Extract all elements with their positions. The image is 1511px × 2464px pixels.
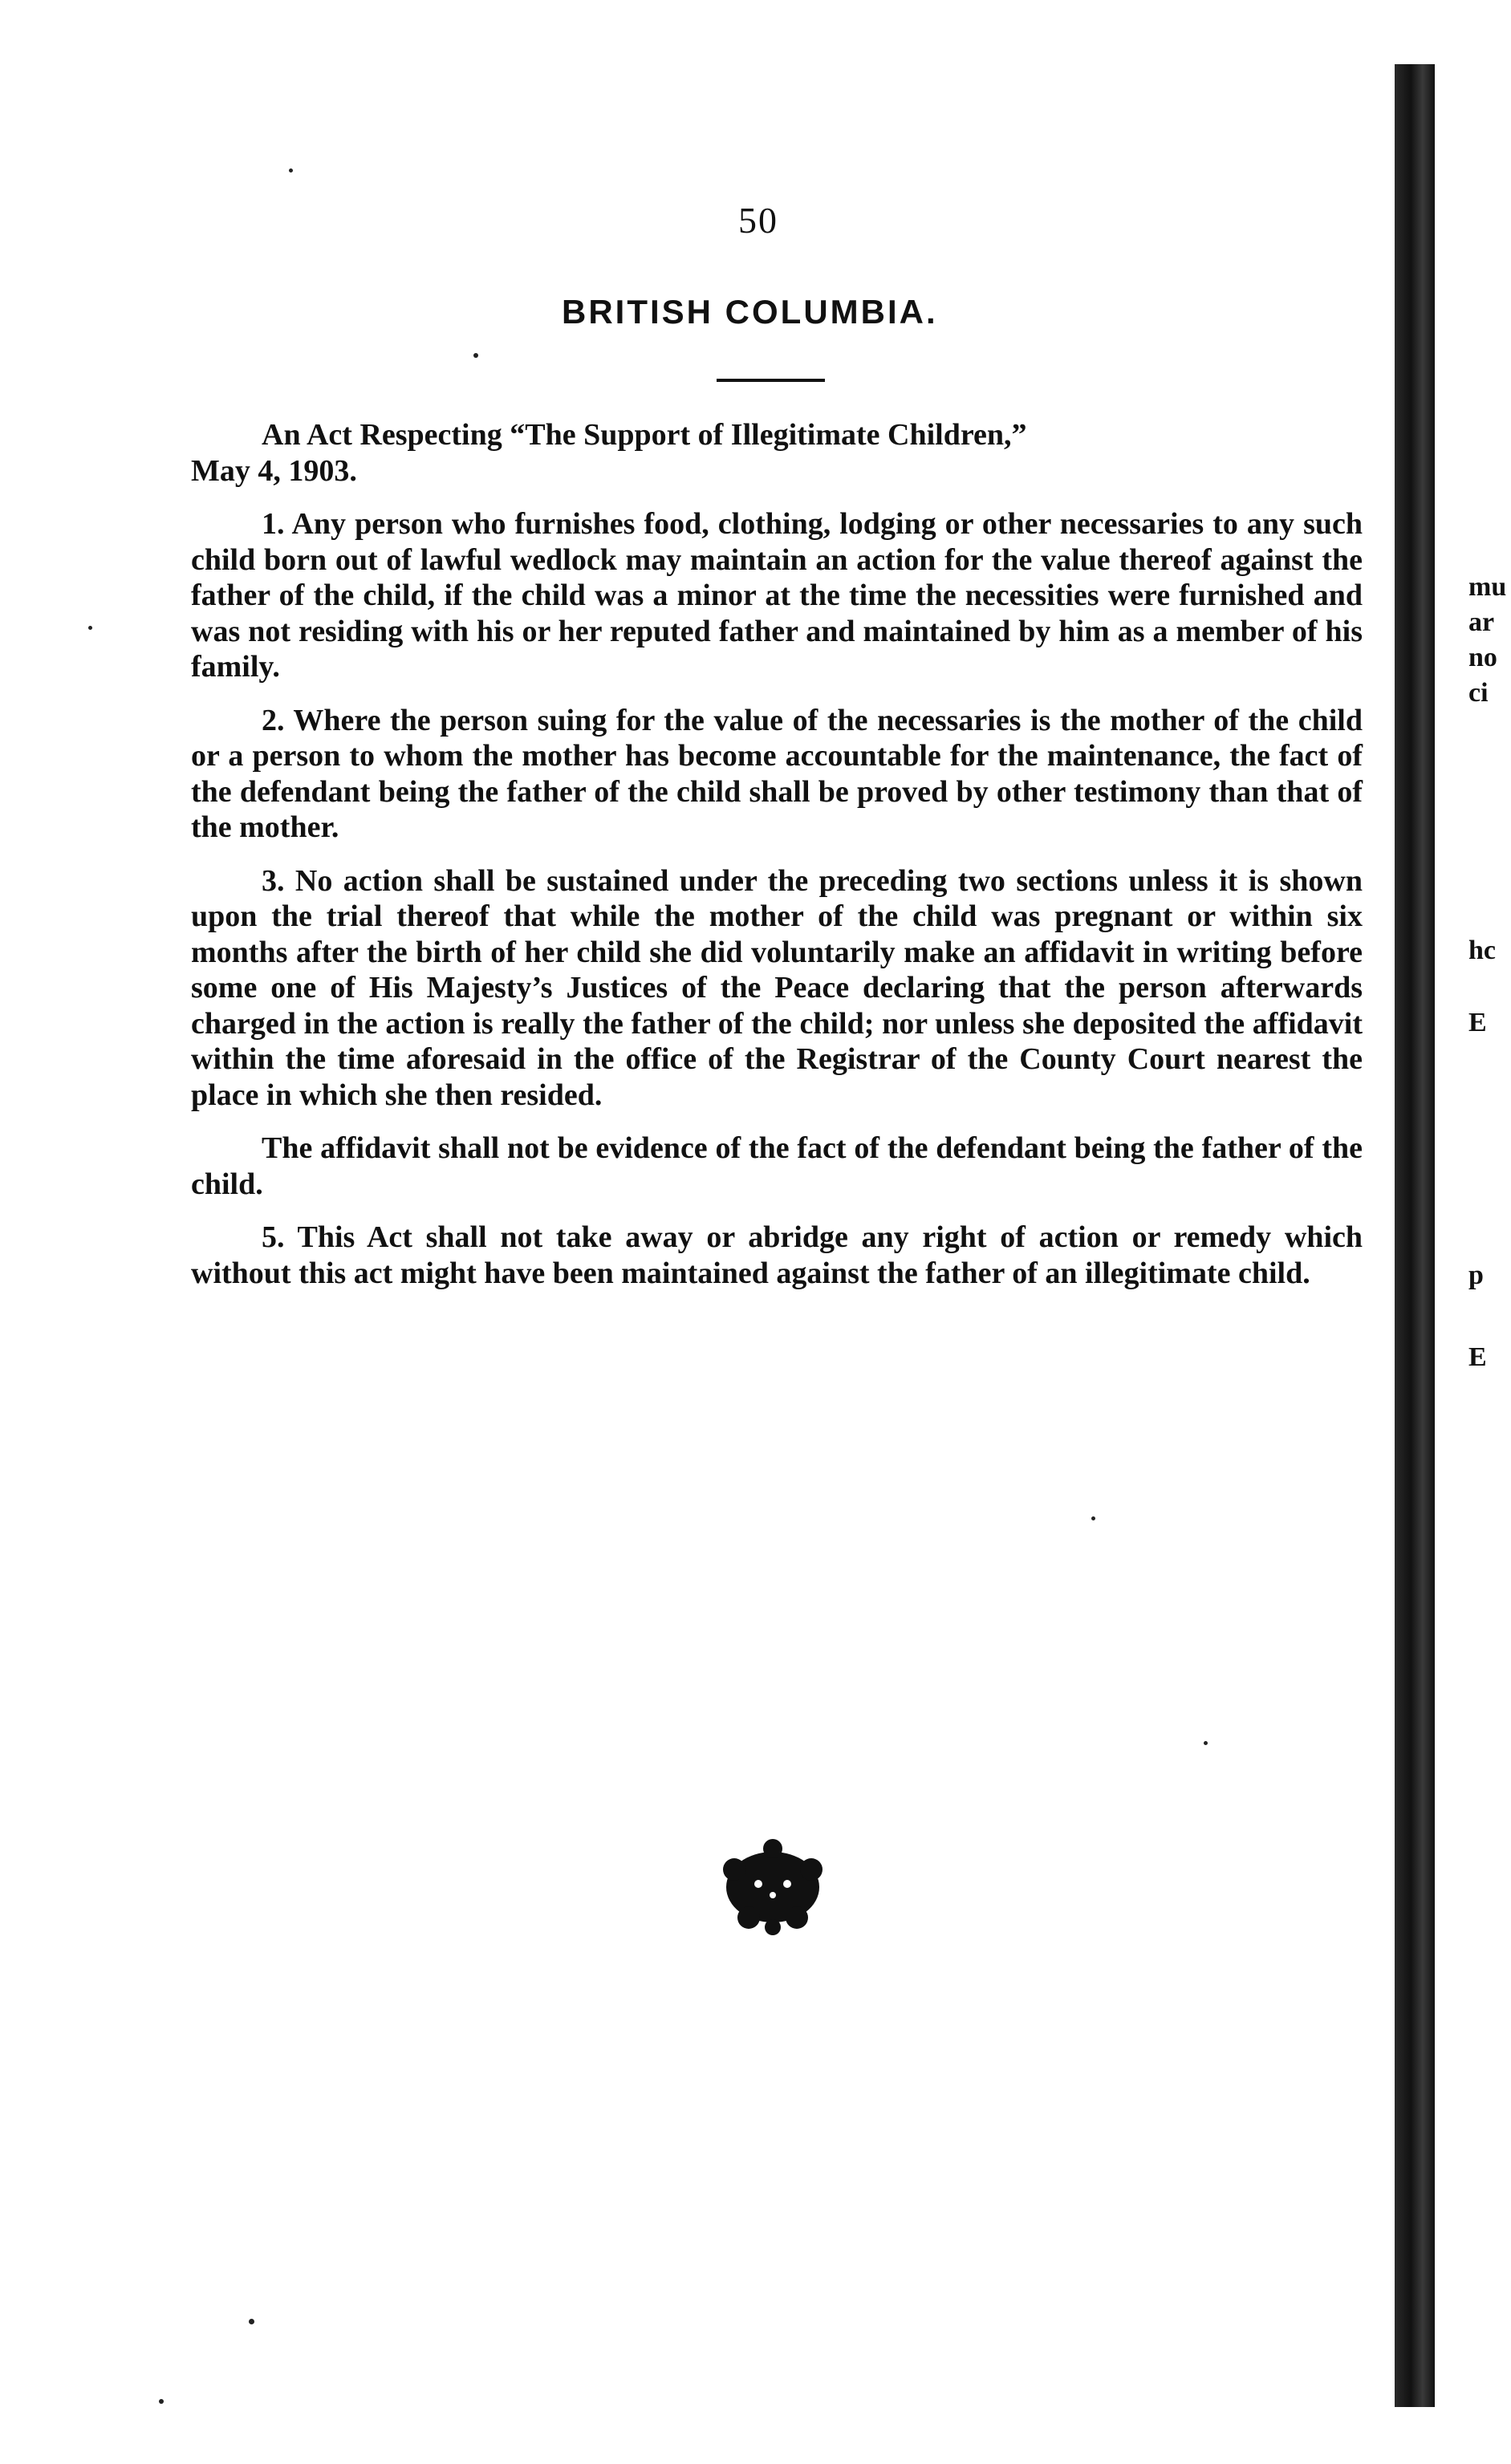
ornament-icon — [717, 1837, 829, 1938]
margin-fragment: ci — [1468, 678, 1489, 708]
act-title — [191, 417, 1363, 489]
scan-speck — [473, 353, 478, 358]
scan-speck — [88, 626, 92, 630]
margin-fragment: mu — [1468, 572, 1507, 602]
document-body — [191, 417, 1363, 1309]
margin-fragment: ar — [1468, 607, 1495, 637]
margin-fragment: p — [1468, 1260, 1484, 1290]
scan-speck — [289, 168, 293, 173]
scan-speck — [1091, 1516, 1095, 1520]
heading-rule — [717, 379, 825, 382]
margin-fragment: hc — [1468, 936, 1496, 965]
margin-fragment: E — [1468, 1008, 1487, 1037]
page-heading: BRITISH COLUMBIA. — [562, 293, 938, 331]
margin-fragment: E — [1468, 1342, 1487, 1372]
page-number: 50 — [738, 200, 778, 241]
scan-speck — [159, 2399, 164, 2404]
act-title-text: An Act Respecting “The Support of Illegitimate Children,” — [262, 418, 1027, 452]
section-5: 5. This Act shall not take away or abridge any right of action or remedy which without this act might have been maintained against the father of an illegitimate child. — [191, 1220, 1363, 1290]
section-3-continuation: The affidavit shall not be evidence of the fact of the defendant being the father of the child. — [191, 1131, 1363, 1201]
section-1: 1. Any person who furnishes food, clothing, lodging or other necessaries to any such child born out of lawful wedlock may maintain an action for the value thereof against the father of the child, if the child was a minor at the time the necessities were furnished and was not residing with his or her reputed father and maintained by him as a member of his family. — [191, 507, 1363, 684]
section-2: 2. Where the person suing for the value of the necessaries is the mother of the child or a person to whom the mother has become accountable for the maintenance, the fact of the defendant being the father of the child shall be proved by other testimony than that of the mother. — [191, 703, 1363, 844]
section-3: 3. No action shall be sustained under the preceding two sections unless it is shown upon the trial thereof that while the mother of the child was pregnant or within six months after the birth of her child she did voluntarily make an affidavit in writing before some one of His Majesty’s Justices of the Peace declaring that the person afterwards charged in the action is really the father of the child; nor unless she deposited the affidavit within the time aforesaid in the office of the Registrar of the County Court nearest the place in which she then resided. — [191, 863, 1363, 1112]
margin-fragment: no — [1468, 643, 1497, 672]
scan-speck — [1204, 1741, 1208, 1745]
binding-edge — [1395, 64, 1435, 2407]
act-date: May 4, 1903. — [191, 453, 357, 488]
scan-speck — [249, 2319, 254, 2324]
